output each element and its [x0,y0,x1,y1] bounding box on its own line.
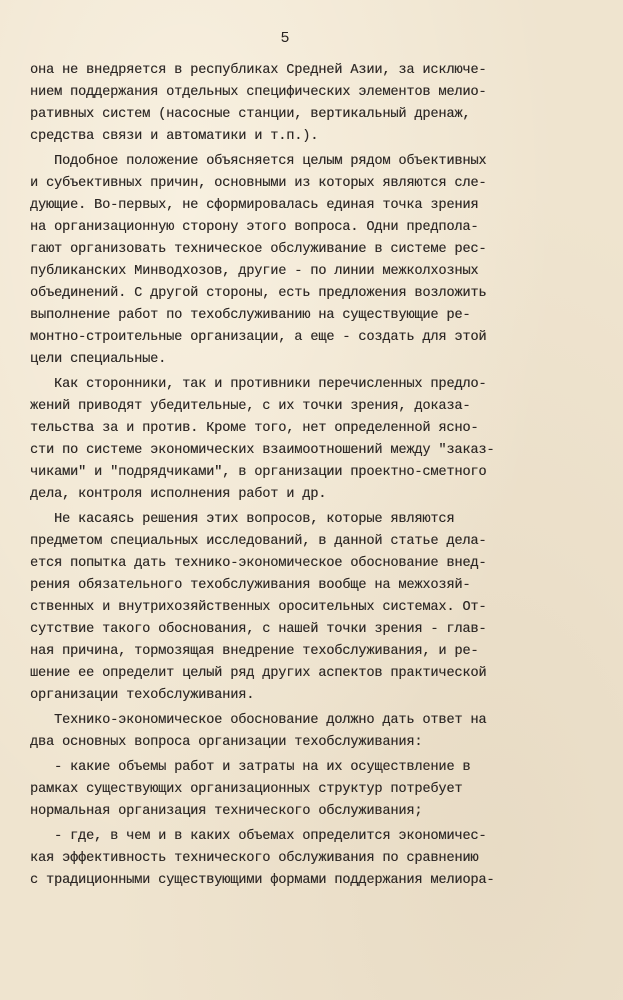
text-line: Подобное положение объясняется целым рядом объективных [30,154,487,169]
text-line: дела, контроля исполнения работ и др. [30,487,327,502]
text-line: кая эффективность технического обслуживания по сравнению [30,851,479,866]
paragraph [30,151,620,371]
paragraph [30,757,620,823]
text-line: цели специальные. [30,352,167,367]
text-line: и субъективных причин, основными из которых являются сле- [30,176,487,191]
text-line: сутствие такого обоснования, с нашей точки зрения - глав- [30,622,487,637]
paragraph [30,710,620,754]
text-line: два основных вопроса организации техобслуживания: [30,735,423,750]
paragraph [30,826,620,892]
text-line: ная причина, тормозящая внедрение техобслуживания, и ре- [30,644,479,659]
text-line: она не внедряется в республиках Средней Азии, за исключе- [30,63,487,78]
text-line: сти по системе экономических взаимоотношений между "заказ- [30,443,495,458]
text-line: публиканских Минводхозов, другие - по линии межколхозных [30,264,479,279]
text-line: объединений. С другой стороны, есть предложения возложить [30,286,487,301]
text-line: Технико-экономическое обоснование должно дать ответ на [30,713,487,728]
text-line: выполнение работ по техобслуживанию на существующие ре- [30,308,471,323]
text-line: с традиционными существующими формами поддержания мелиора- [30,873,495,888]
text-line: дующие. Во-первых, не сформировалась единая точка зрения [30,198,479,213]
text-line: жений приводят убедительные, с их точки зрения, доказа- [30,399,471,414]
text-line: тельства за и против. Кроме того, нет определенной ясно- [30,421,479,436]
text-line: ративных систем (насосные станции, вертикальный дренаж, [30,107,471,122]
text-line: ется попытка дать технико-экономическое обоснование внед- [30,556,487,571]
text-line: рамках существующих организационных структур потребует [30,782,463,797]
text-line: Как сторонники, так и противники перечисленных предло- [30,377,487,392]
text-line: чиками" и "подрядчиками", в организации проектно-сметного [30,465,487,480]
text-line: - какие объемы работ и затраты на их осуществление в [30,760,471,775]
text-line: организации техобслуживания. [30,688,255,703]
text-line: средства связи и автоматики и т.п.). [30,129,319,144]
paragraph [30,374,620,506]
text-line: нием поддержания отдельных специфических элементов мелио- [30,85,487,100]
paragraph [30,60,620,148]
paragraph [30,509,620,707]
text-line: ственных и внутрихозяйственных оросительных системах. От- [30,600,487,615]
text-line: гают организовать техническое обслуживание в системе рес- [30,242,487,257]
body-text [30,60,620,892]
text-line: монтно-строительные организации, а еще - создать для этой [30,330,487,345]
text-line: на организационную сторону этого вопроса. Одни предпола- [30,220,479,235]
page-number: 5 [280,30,290,47]
text-line: - где, в чем и в каких объемах определится экономичес- [30,829,487,844]
text-line: шение ее определит целый ряд других аспектов практической [30,666,487,681]
text-line: предметом специальных исследований, в данной статье дела- [30,534,487,549]
text-line: Не касаясь решения этих вопросов, которые являются [30,512,455,527]
text-line: рения обязательного техобслуживания вообще на межхозяй- [30,578,471,593]
text-line: нормальная организация технического обслуживания; [30,804,423,819]
